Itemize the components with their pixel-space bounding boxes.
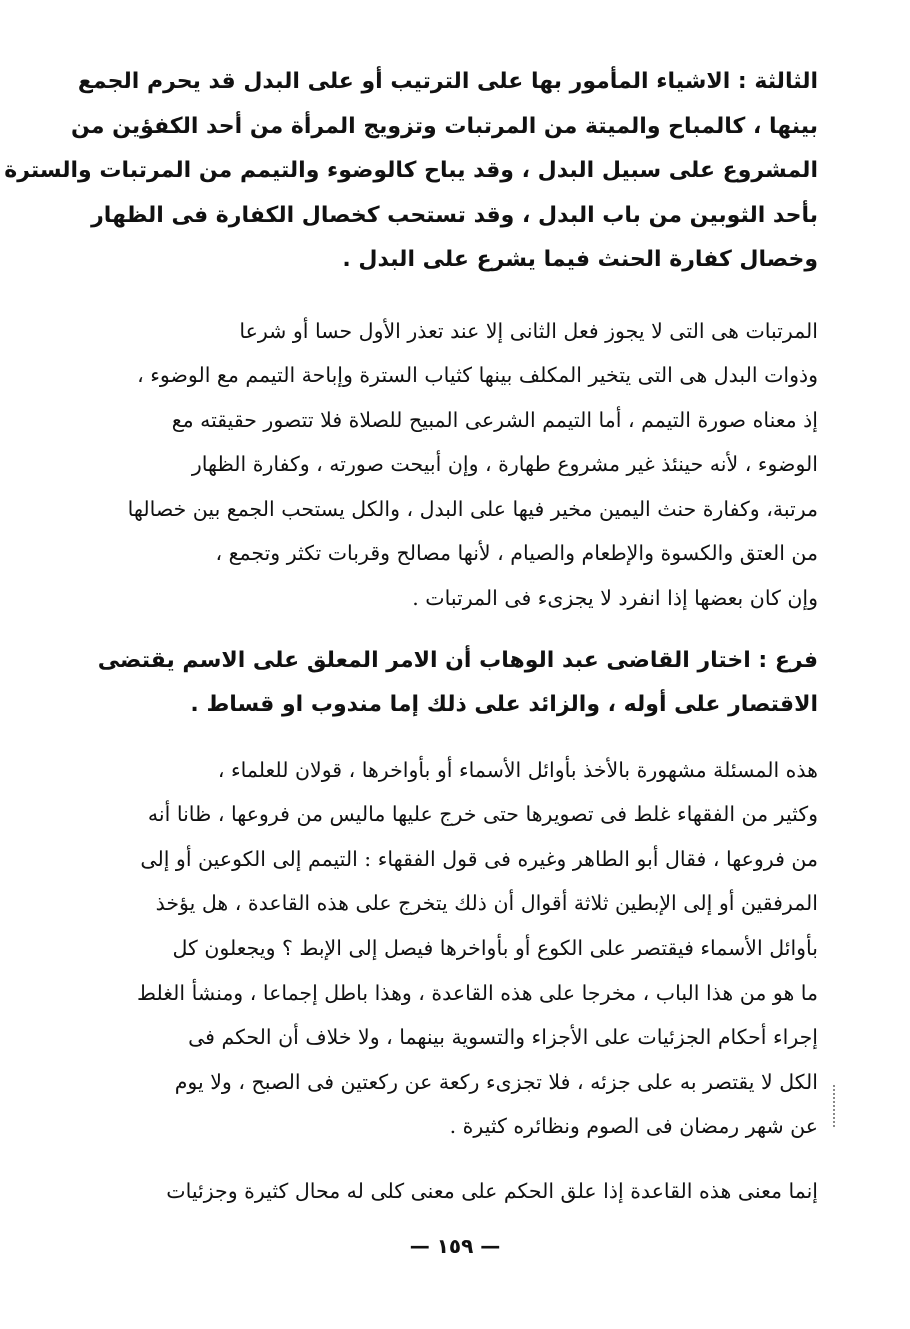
text-line: وذوات البدل هى التى يتخير المكلف بينها كثياب السترة وإباحة التيمم مع الوضوء ، <box>137 363 818 388</box>
text-line: وكثير من الفقهاء غلط فى تصويرها حتى خرج عليها ماليس من فروعها ، ظانا أنه <box>147 802 818 827</box>
text-line: ما هو من هذا الباب ، مخرجا على هذه القاعدة ، وهذا باطل إجماعا ، ومنشأ الغلط <box>137 980 818 1005</box>
text-line: بأوائل الأسماء فيقتصر على الكوع أو بأواخرها فيصل إلى الإبط ؟ ويجعلون كل <box>172 936 818 961</box>
text-line: من العتق والكسوة والإطعام والصيام ، لأنها مصالح وقربات تكثر وتجمع ، <box>215 541 818 566</box>
text-line: الاقتصار على أوله ، والزائد على ذلك إما مندوب او قساط . <box>190 692 818 718</box>
text-line: المرفقين أو إلى الإبطين ثلاثة أقوال أن ذلك يتخرج على هذه القاعدة ، هل يؤخذ <box>155 891 818 916</box>
text-line: مرتبة، وكفارة حنث اليمين مخير فيها على البدل ، والكل يستحب الجمع بين خصالها <box>127 496 818 521</box>
paragraph-meaning-of-rule <box>90 1169 818 1214</box>
paragraph-branch-heading <box>90 639 818 728</box>
page-body <box>4 60 818 1214</box>
text-line: فرع : اختار القاضى عبد الوهاب أن الامر المعلق على الاسم يقتضى <box>97 647 818 673</box>
paragraph-commentary-ordered <box>90 309 818 621</box>
page-number: — ١٥٩ — <box>409 1234 501 1258</box>
text-line: من فروعها ، فقال أبو الطاهر وغيره فى قول الفقهاء : التيمم إلى الكوعين أو إلى <box>140 846 818 871</box>
margin-mark <box>833 1085 837 1127</box>
text-line: بينها ، كالمباح والميتة من المرتبات وتزويج المرأة من أحد الكفؤين من <box>71 113 818 139</box>
text-line: الكل لا يقتصر به على جزئه ، فلا تجزىء ركعة عن ركعتين فى الصبح ، ولا يوم <box>174 1069 818 1094</box>
text-line: وخصال كفارة الحنث فيما يشرع على البدل . <box>342 247 818 272</box>
text-line: إنما معنى هذه القاعدة إذا علق الحكم على معنى كلى له محال كثيرة وجزئيات <box>166 1179 818 1203</box>
text-line: إذ معناه صورة التيمم ، أما التيمم الشرعى المبيح للصلاة فلا تتصور حقيقته مع <box>171 407 818 432</box>
text-line: الثالثة : الاشياء المأمور بها على الترتيب أو على البدل قد يحرم الجمع <box>77 69 818 94</box>
text-line: هذه المسئلة مشهورة بالأخذ بأوائل الأسماء أو بأواخرها ، قولان للعلماء ، <box>217 757 818 782</box>
text-line: عن شهر رمضان فى الصوم ونظائره كثيرة . <box>449 1114 818 1139</box>
text-line: المرتبات هى التى لا يجوز فعل الثانى إلا عند تعذر الأول حسا أو شرعا <box>239 318 818 343</box>
text-line: بأحد الثوبين من باب البدل ، وقد تستحب كخصال الكفارة فى الظهار <box>91 202 818 228</box>
paragraph-third-rule <box>4 60 818 283</box>
text-line: الوضوء ، لأنه حينئذ غير مشروع طهارة ، وإن أبيحت صورته ، وكفارة الظهار <box>191 452 818 477</box>
text-line: المشروع على سبيل البدل ، وقد يباح كالوضوء والتيمم من المرتبات والسترة <box>4 158 818 183</box>
text-line: وإن كان بعضها إذا انفرد لا يجزىء فى المرتبات . <box>412 586 818 611</box>
paragraph-commentary-names <box>90 748 818 1149</box>
text-line: إجراء أحكام الجزئيات على الأجزاء والتسوية بينهما ، ولا خلاف أن الحكم فى <box>188 1025 818 1050</box>
